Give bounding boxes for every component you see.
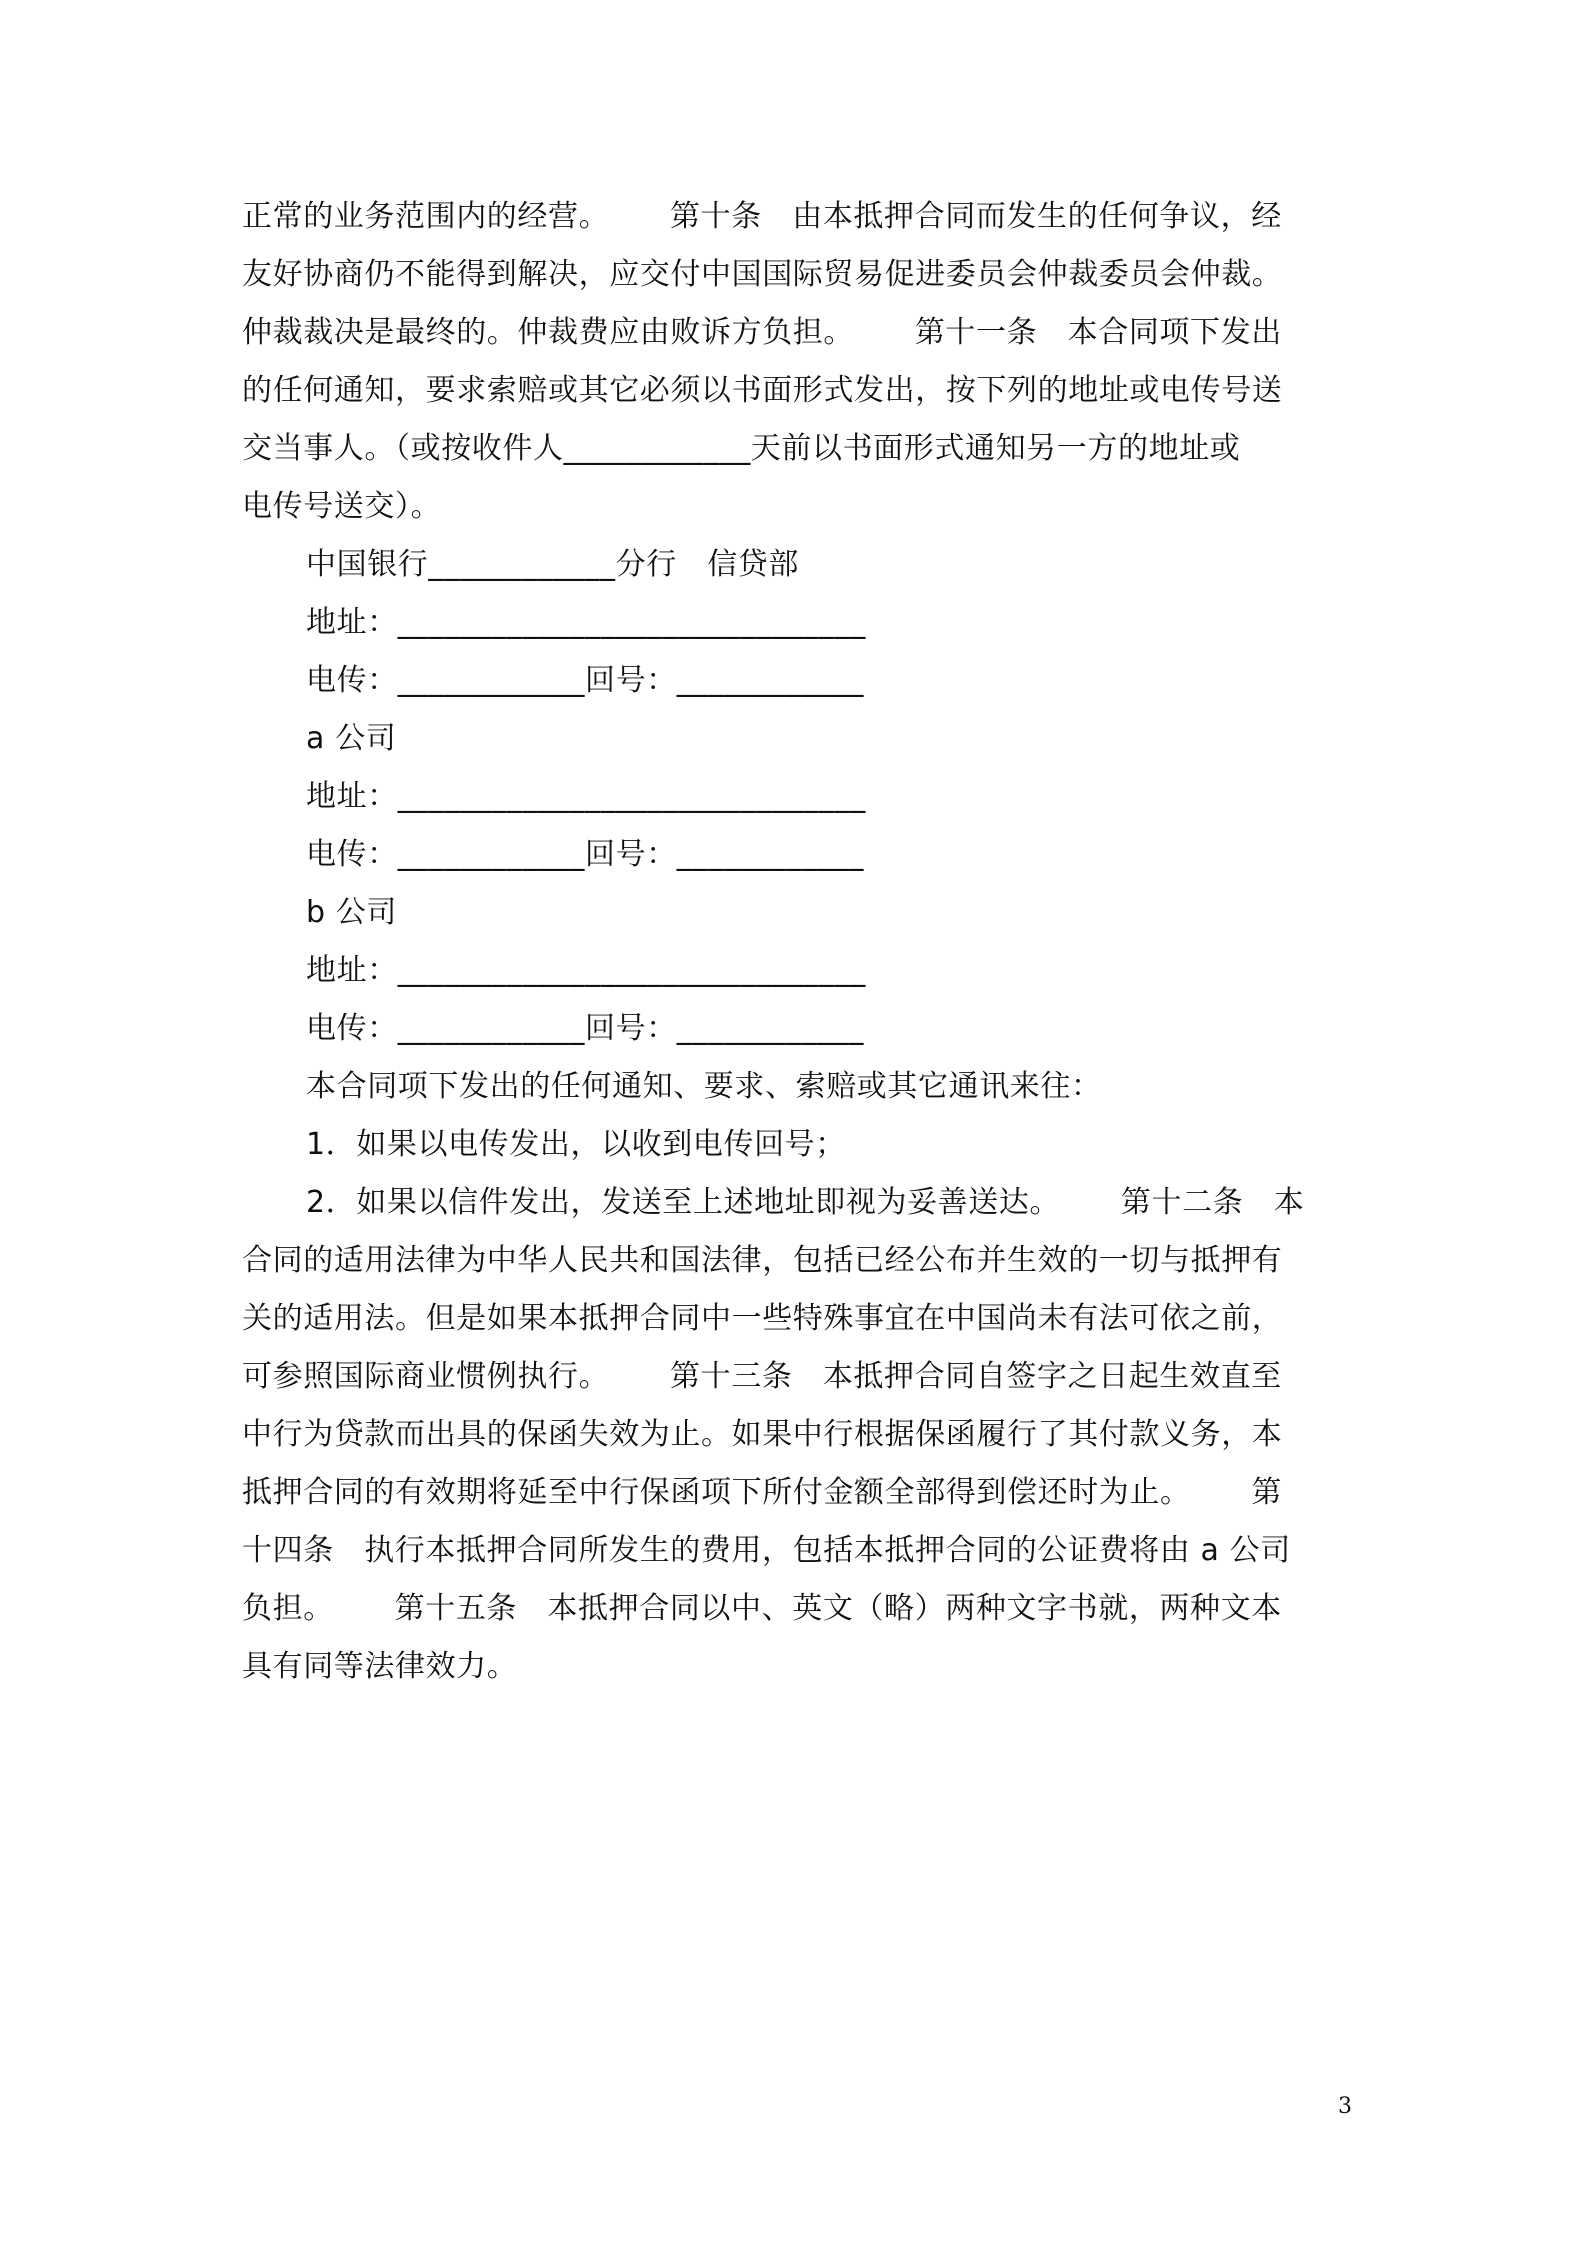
body-line-11: 抵押合同的有效期将延至中行保函项下所付金额全部得到偿还时为止。 第 bbox=[242, 1475, 1283, 1510]
contact-company-a-telex: 电传：____________回号：____________ bbox=[306, 837, 864, 872]
body-line-1: 正常的业务范围内的经营。 第十条 由本抵押合同而发生的任何争议，经 bbox=[242, 199, 1282, 234]
body-line-13: 负担。 第十五条 本抵押合同以中、英文（略）两种文字书就，两种文本 bbox=[242, 1591, 1282, 1626]
contact-company-a-address: 地址：______________________________ bbox=[306, 779, 866, 814]
page-number: 3 bbox=[1338, 2094, 1352, 2119]
body-line-4: 的任何通知，要求索赔或其它必须以书面形式发出，按下列的地址或电传号送 bbox=[242, 373, 1283, 408]
notice-intro-line: 本合同项下发出的任何通知、要求、索赔或其它通讯来往： bbox=[306, 1069, 1102, 1104]
contact-company-b: b 公司 bbox=[306, 895, 397, 930]
body-line-7: 合同的适用法律为中华人民共和国法律，包括已经公布并生效的一切与抵押有 bbox=[242, 1243, 1283, 1278]
body-line-5: 交当事人。（或按收件人____________天前以书面形式通知另一方的地址或 bbox=[242, 431, 1241, 466]
contact-company-b-address: 地址：______________________________ bbox=[306, 953, 866, 988]
notice-item-1: 1．如果以电传发出，以收到电传回号； bbox=[306, 1127, 846, 1162]
body-line-14: 具有同等法律效力。 bbox=[242, 1649, 518, 1684]
body-line-12: 十四条 执行本抵押合同所发生的费用，包括本抵押合同的公证费将由 a 公司 bbox=[242, 1533, 1291, 1568]
contact-company-a: a 公司 bbox=[306, 721, 397, 756]
contact-bank-line: 中国银行____________分行 信贷部 bbox=[306, 547, 800, 582]
body-line-2: 友好协商仍不能得到解决，应交付中国国际贸易促进委员会仲裁委员会仲裁。 bbox=[242, 257, 1283, 292]
body-line-10: 中行为贷款而出具的保函失效为止。如果中行根据保函履行了其付款义务，本 bbox=[242, 1417, 1283, 1452]
body-line-8: 关的适用法。但是如果本抵押合同中一些特殊事宜在中国尚未有法可依之前， bbox=[242, 1301, 1283, 1336]
body-line-3: 仲裁裁决是最终的。仲裁费应由败诉方负担。 第十一条 本合同项下发出 bbox=[242, 315, 1282, 350]
contact-bank-telex: 电传：____________回号：____________ bbox=[306, 663, 864, 698]
contact-company-b-telex: 电传：____________回号：____________ bbox=[306, 1011, 864, 1046]
body-line-9: 可参照国际商业惯例执行。 第十三条 本抵押合同自签字之日起生效直至 bbox=[242, 1359, 1282, 1394]
notice-item-2: 2．如果以信件发出，发送至上述地址即视为妥善送达。 第十二条 本 bbox=[306, 1185, 1305, 1220]
body-line-6: 电传号送交）。 bbox=[242, 489, 442, 524]
contact-bank-address: 地址：______________________________ bbox=[306, 605, 866, 640]
